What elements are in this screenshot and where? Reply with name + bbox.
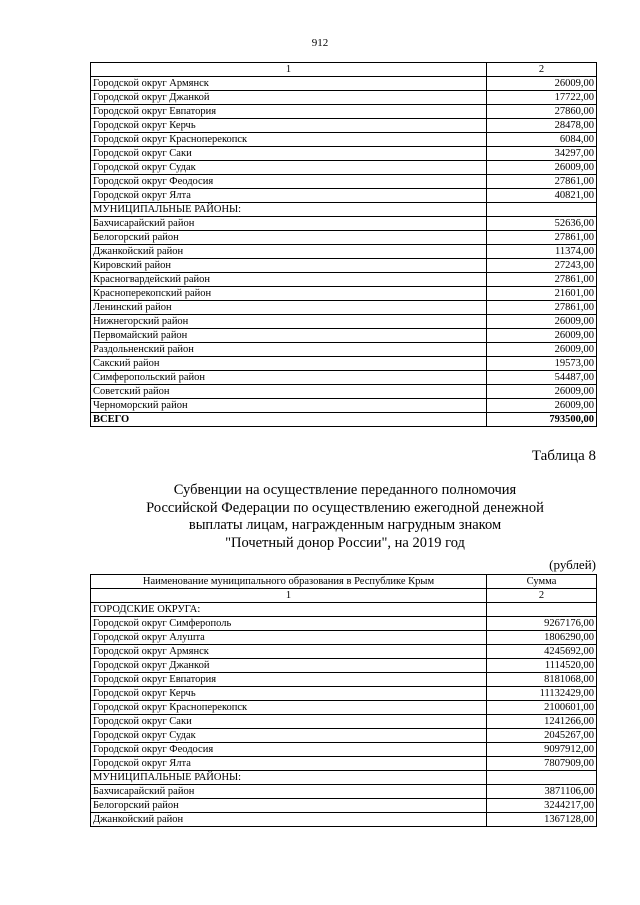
row-name: Раздольненский район (91, 343, 487, 357)
row-value: 26009,00 (487, 385, 597, 399)
row-value: 2100601,00 (487, 701, 597, 715)
row-name: Городской округ Керчь (91, 119, 487, 133)
row-name: Городской округ Керчь (91, 687, 487, 701)
row-value: 26009,00 (487, 77, 597, 91)
table-row (91, 91, 597, 105)
row-name: Городской округ Саки (91, 147, 487, 161)
row-value: 27243,00 (487, 259, 597, 273)
table-row (91, 687, 597, 701)
title-line: Российской Федерации по осуществлению ежегодной денежной (146, 499, 544, 516)
table-row (91, 757, 597, 771)
row-value (487, 603, 597, 617)
row-value: 27861,00 (487, 301, 597, 315)
row-value: 3244217,00 (487, 799, 597, 813)
column-number-row (91, 589, 597, 603)
table-row (91, 329, 597, 343)
table-row (91, 343, 597, 357)
table-row (91, 399, 597, 413)
row-name: Белогорский район (91, 799, 487, 813)
row-value: 52636,00 (487, 217, 597, 231)
row-value: 26009,00 (487, 315, 597, 329)
row-value: 26009,00 (487, 161, 597, 175)
row-value: 1806290,00 (487, 631, 597, 645)
row-name: Белогорский район (91, 231, 487, 245)
row-value: 9097912,00 (487, 743, 597, 757)
row-value: 34297,00 (487, 147, 597, 161)
table-row (91, 147, 597, 161)
row-value: 4245692,00 (487, 645, 597, 659)
row-name: Городской округ Феодосия (91, 743, 487, 757)
column-number-2: 2 (487, 63, 597, 77)
table-row (91, 813, 597, 827)
row-value: 28478,00 (487, 119, 597, 133)
units-label: (рублей) (549, 557, 596, 572)
table2-body (91, 575, 597, 827)
table-row (91, 645, 597, 659)
table-row (91, 715, 597, 729)
table-row (91, 217, 597, 231)
table-row (91, 631, 597, 645)
table-row (91, 315, 597, 329)
table-row (91, 673, 597, 687)
table-row (91, 617, 597, 631)
table-row (91, 701, 597, 715)
table-row (91, 301, 597, 315)
row-value: 54487,00 (487, 371, 597, 385)
row-name: Городской округ Феодосия (91, 175, 487, 189)
row-name: Городской округ Саки (91, 715, 487, 729)
row-name: Городской округ Армянск (91, 77, 487, 91)
table-row (91, 175, 597, 189)
table-row (91, 385, 597, 399)
table-row (91, 743, 597, 757)
row-name: Джанкойский район (91, 245, 487, 259)
row-value: 27861,00 (487, 175, 597, 189)
table-row (91, 119, 597, 133)
table-row (91, 245, 597, 259)
row-value (487, 203, 597, 217)
row-value: 26009,00 (487, 399, 597, 413)
table-row (91, 659, 597, 673)
header-name: Наименование муниципального образования в Республике Крым (91, 575, 487, 589)
row-name: Советский район (91, 385, 487, 399)
table-row (91, 603, 597, 617)
table-row (91, 357, 597, 371)
row-value (487, 771, 597, 785)
page-number: 912 (311, 37, 329, 49)
row-value: 7807909,00 (487, 757, 597, 771)
row-name: Кировский район (91, 259, 487, 273)
total-row (91, 413, 597, 427)
row-name: Нижнегорский район (91, 315, 487, 329)
table-row (91, 231, 597, 245)
table-row (91, 203, 597, 217)
table-row (91, 729, 597, 743)
donor-subvention-table (90, 574, 597, 827)
row-value: 1367128,00 (487, 813, 597, 827)
row-value: 3871106,00 (487, 785, 597, 799)
table-row (91, 105, 597, 119)
row-value: 11132429,00 (487, 687, 597, 701)
row-value: 40821,00 (487, 189, 597, 203)
row-name: Городской округ Судак (91, 729, 487, 743)
row-name: Первомайский район (91, 329, 487, 343)
table-row (91, 161, 597, 175)
row-name: Городской округ Красноперекопск (91, 133, 487, 147)
table-row (91, 799, 597, 813)
row-value: 11374,00 (487, 245, 597, 259)
row-name: МУНИЦИПАЛЬНЫЕ РАЙОНЫ: (91, 203, 487, 217)
row-name: Бахчисарайский район (91, 217, 487, 231)
column-number-2: 2 (487, 589, 597, 603)
row-name: Городской округ Симферополь (91, 617, 487, 631)
row-name: МУНИЦИПАЛЬНЫЕ РАЙОНЫ: (91, 771, 487, 785)
row-name: Джанкойский район (91, 813, 487, 827)
table-row (91, 259, 597, 273)
table1-body (91, 63, 597, 413)
row-value: 8181068,00 (487, 673, 597, 687)
row-name: ГОРОДСКИЕ ОКРУГА: (91, 603, 487, 617)
row-value: 2045267,00 (487, 729, 597, 743)
column-number-1: 1 (91, 589, 487, 603)
row-name: Городской округ Евпатория (91, 105, 487, 119)
row-name: Черноморский район (91, 399, 487, 413)
table-row (91, 133, 597, 147)
table-row (91, 77, 597, 91)
table-row (91, 287, 597, 301)
row-name: Бахчисарайский район (91, 785, 487, 799)
subsidy-table-continued (90, 62, 597, 427)
table-row (91, 273, 597, 287)
row-value: 19573,00 (487, 357, 597, 371)
row-name: Городской округ Алушта (91, 631, 487, 645)
row-name: Городской округ Судак (91, 161, 487, 175)
table-row (91, 771, 597, 785)
row-name: Городской округ Армянск (91, 645, 487, 659)
row-name: Городской округ Ялта (91, 757, 487, 771)
row-value: 21601,00 (487, 287, 597, 301)
column-number-row (91, 63, 597, 77)
row-value: 27861,00 (487, 231, 597, 245)
row-name: Городской округ Евпатория (91, 673, 487, 687)
table-number-label: Таблица 8 (531, 448, 596, 464)
row-value: 27861,00 (487, 273, 597, 287)
total-label: ВСЕГО (91, 413, 487, 427)
table1-total (91, 413, 597, 427)
table-row (91, 785, 597, 799)
row-name: Красноперекопский район (91, 287, 487, 301)
table-row (91, 371, 597, 385)
row-name: Сакский район (91, 357, 487, 371)
title-line: "Почетный донор России", на 2019 год (225, 534, 465, 551)
row-value: 26009,00 (487, 343, 597, 357)
table-title (100, 482, 590, 552)
title-line: выплаты лицам, награжденным нагрудным знаком (188, 517, 502, 533)
row-name: Городской округ Джанкой (91, 659, 487, 673)
row-name: Городской округ Ялта (91, 189, 487, 203)
row-value: 1114520,00 (487, 659, 597, 673)
header-amount: Сумма (487, 575, 597, 589)
row-name: Городской округ Красноперекопск (91, 701, 487, 715)
column-number-1: 1 (91, 63, 487, 77)
row-value: 17722,00 (487, 91, 597, 105)
row-name: Ленинский район (91, 301, 487, 315)
row-name: Симферопольский район (91, 371, 487, 385)
table-row (91, 189, 597, 203)
row-value: 6084,00 (487, 133, 597, 147)
row-value: 26009,00 (487, 329, 597, 343)
header-row (91, 575, 597, 589)
total-value: 793500,00 (487, 413, 597, 427)
row-value: 1241266,00 (487, 715, 597, 729)
row-value: 27860,00 (487, 105, 597, 119)
title-line: Субвенции на осуществление переданного полномочия (173, 482, 517, 498)
row-name: Красногвардейский район (91, 273, 487, 287)
row-value: 9267176,00 (487, 617, 597, 631)
row-name: Городской округ Джанкой (91, 91, 487, 105)
